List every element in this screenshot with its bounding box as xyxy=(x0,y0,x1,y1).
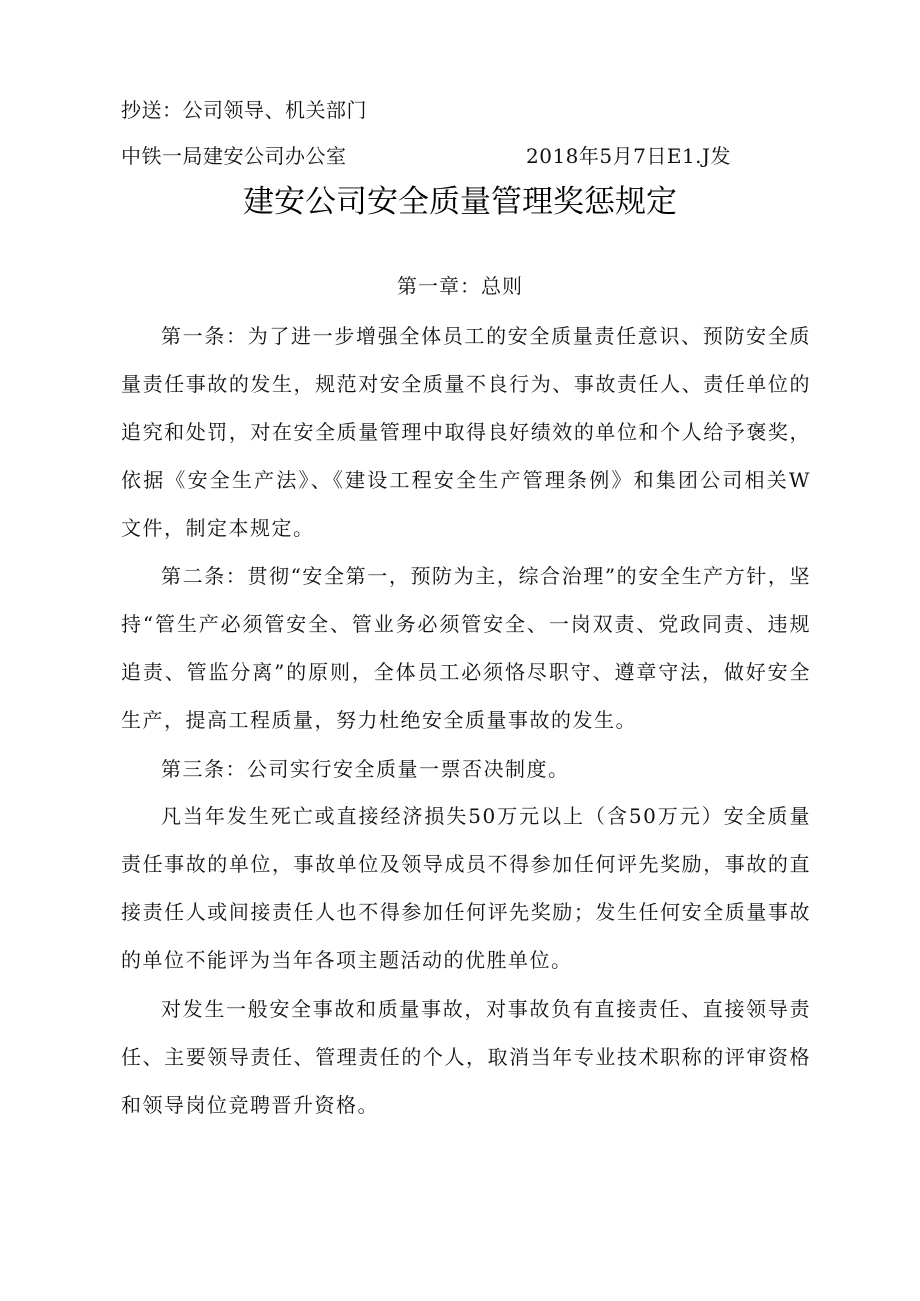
paragraph-general-accident-clause: 对发生一般安全事故和质量事故，对事故负有直接责任、直接领导责任、主要领导责任、管理责任的个人，取消当年专业技术职称的评审资格和领导岗位竞聘晋升资格。 xyxy=(121,997,811,1117)
paragraph-article-1: 第一条：为了进一步增强全体员工的安全质量责任意识、预防安全质量责任事故的发生，规范对安全质量不良行为、事故责任人、责任单位的追究和处罚，对在安全质量管理中取得良好绩效的单位和个人给予褒奖，依据《安全生产法》、《建设工程安全生产管理条例》和集团公司相关W文件，制定本规定。 xyxy=(121,324,811,540)
paragraph-veto-clause: 凡当年发生死亡或直接经济损失50万元以上（含50万元）安全质量责任事故的单位，事故单位及领导成员不得参加任何评先奖励，事故的直接责任人或间接责任人也不得参加任何评先奖励；发生任何安全质量事故的单位不能评为当年各项主题活动的优胜单位。 xyxy=(121,804,811,972)
cc-line: 抄送：公司领导、机关部门 xyxy=(121,98,367,122)
document-title: 建安公司安全质量管理奖惩规定 xyxy=(243,184,677,220)
chapter-heading: 第一章：总则 xyxy=(397,274,523,298)
paragraph-article-3: 第三条：公司实行安全质量一票否决制度。 xyxy=(161,757,570,781)
issue-date: 2018年5月7日E1.J发 xyxy=(526,144,732,168)
issuing-office: 中铁一局建安公司办公室 xyxy=(121,144,347,168)
paragraph-article-2: 第二条：贯彻“安全第一，预防为主，综合治理”的安全生产方针，坚持“管生产必须管安全、管业务必须管安全、一岗双责、党政同责、违规追责、管监分离”的原则，全体员工必须恪尽职守、遵章守法，做好安全生产，提高工程质量，努力杜绝安全质量事故的发生。 xyxy=(121,564,811,732)
